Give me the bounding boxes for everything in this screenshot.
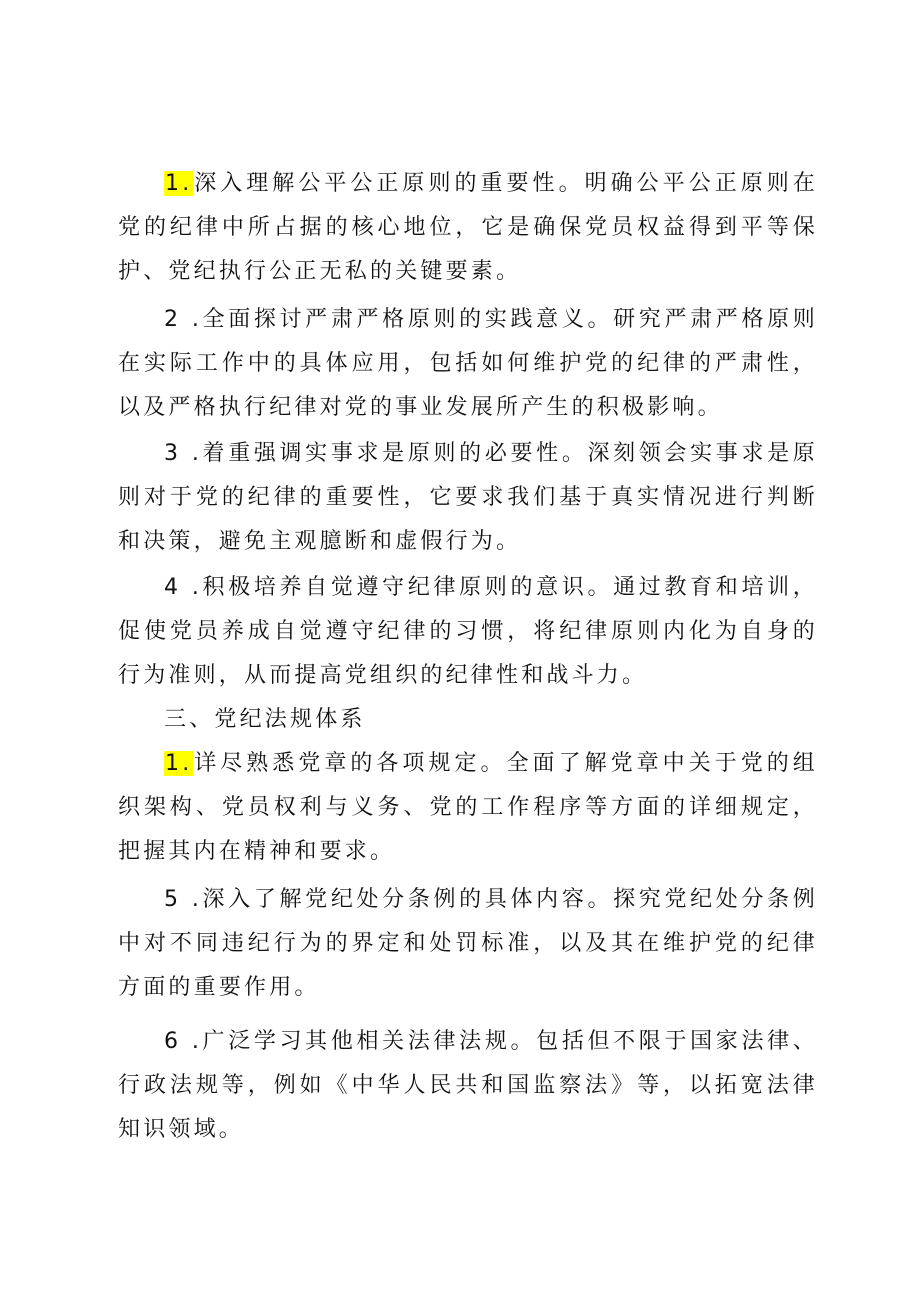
paragraph-number: 1. — [165, 751, 193, 776]
paragraph-text: 着重强调实事求是原则的必要性。深刻领会实事求是原则对于党的纪律的重要性，它要求我们基于真实情况进行判断和决策，避免主观臆断和虚假行为。 — [118, 441, 818, 554]
paragraph-2 — [118, 298, 818, 430]
paragraph-text: 详尽熟悉党章的各项规定。全面了解党章中关于党的组织架构、党员权利与义务、党的工作程序等方面的详细规定，把握其内在精神和要求。 — [118, 751, 818, 864]
paragraph-text: 深入理解公平公正原则的重要性。明确公平公正原则在党的纪律中所占据的核心地位，它是确保党员权益得到平等保护、党纪执行公正无私的关键要素。 — [118, 171, 818, 284]
paragraph-3 — [118, 432, 818, 564]
paragraph-text: 深入了解党纪处分条例的具体内容。探究党纪处分条例中对不同违纪行为的界定和处罚标准，以及其在维护党的纪律方面的重要作用。 — [118, 887, 818, 1000]
paragraph-1 — [118, 162, 818, 294]
paragraph-number: 6 . — [164, 1029, 203, 1054]
paragraph-number: 3 . — [164, 441, 203, 466]
paragraph-text: 全面探讨严肃严格原则的实践意义。研究严肃严格原则在实际工作中的具体应用，包括如何维护党的纪律的严肃性，以及严格执行纪律对党的事业发展所产生的积极影响。 — [118, 307, 818, 420]
paragraph-number: 4 . — [164, 575, 203, 600]
paragraph-4 — [118, 566, 818, 698]
paragraph-5 — [118, 742, 818, 874]
section-heading: 三、党纪法规体系 — [164, 707, 366, 732]
paragraph-text: 广泛学习其他相关法律法规。包括但不限于国家法律、行政法规等，例如《中华人民共和国监察法》等，以拓宽法律知识领域。 — [118, 1029, 818, 1142]
paragraph-number: 1. — [165, 171, 193, 196]
paragraph-number: 2 . — [164, 307, 203, 332]
paragraph-text: 积极培养自觉遵守纪律原则的意识。通过教育和培训，促使党员养成自觉遵守纪律的习惯，将纪律原则内化为自身的行为准则，从而提高党组织的纪律性和战斗力。 — [118, 575, 818, 688]
paragraph-6 — [118, 878, 818, 1010]
paragraph-number: 5 . — [164, 887, 203, 912]
paragraph-7 — [118, 1020, 818, 1152]
